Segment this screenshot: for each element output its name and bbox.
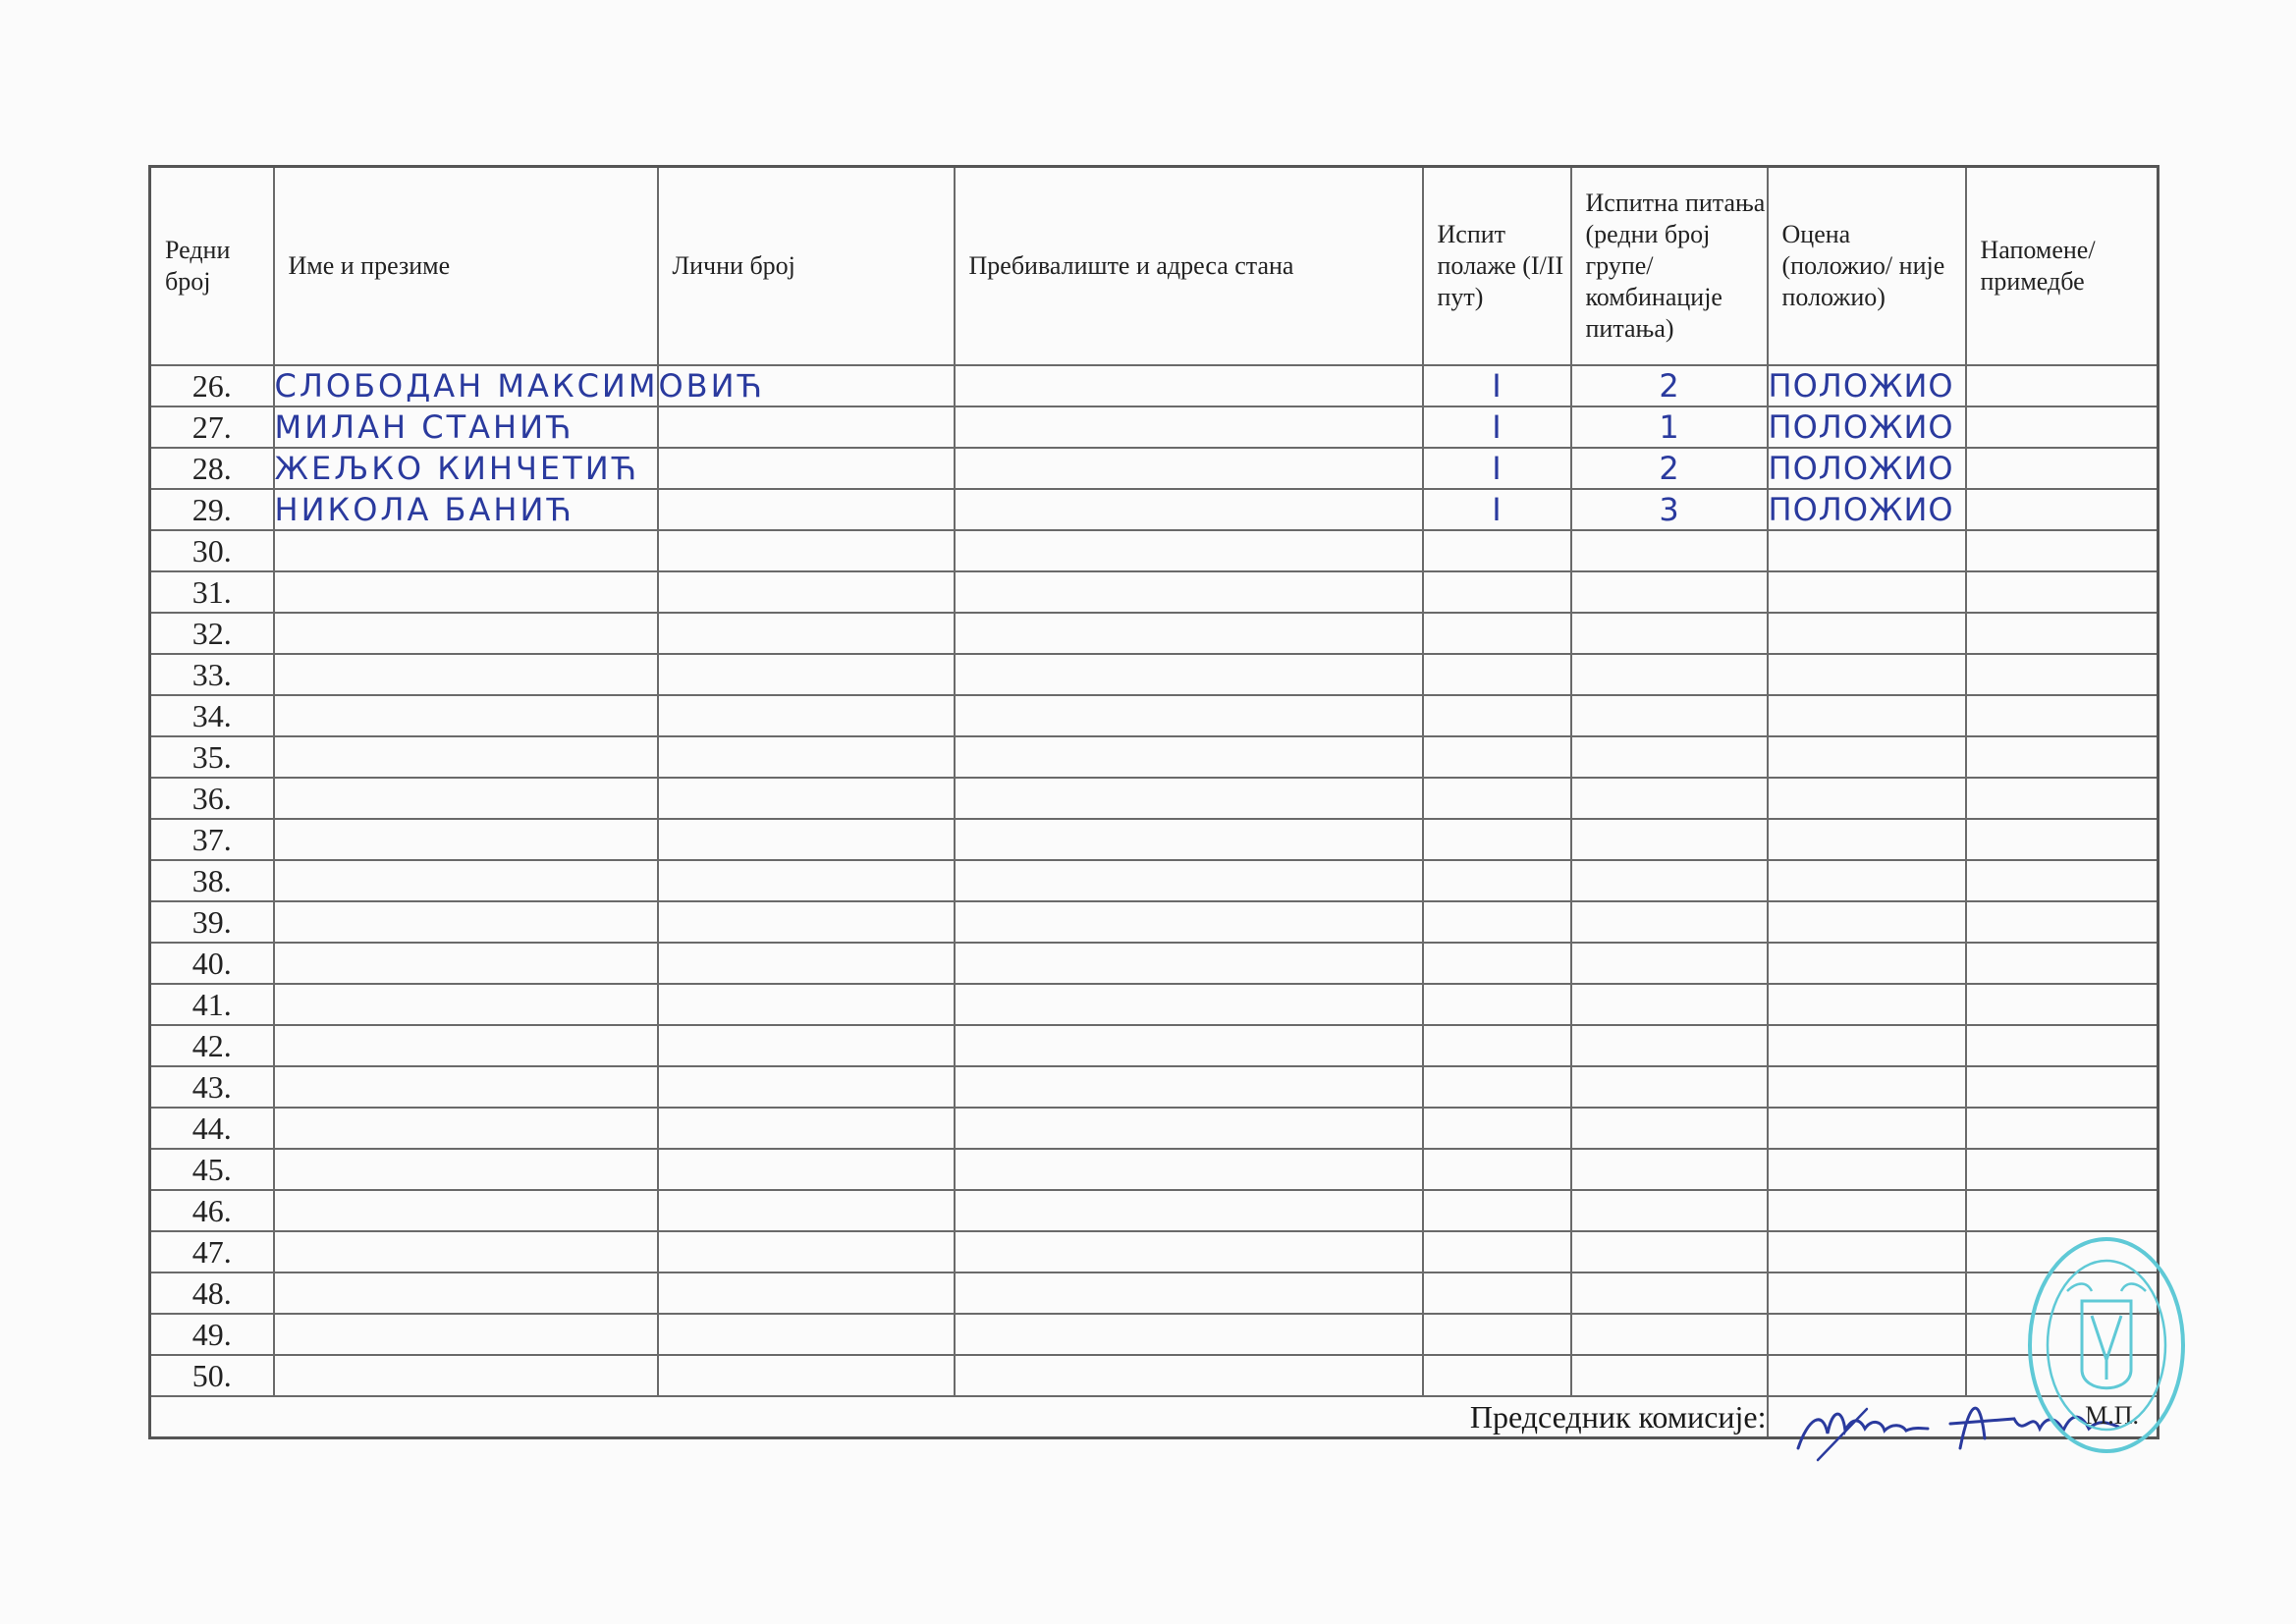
row-residence [955,1025,1423,1066]
row-number: 44. [150,1108,274,1149]
stamp-place-label: М.П. [2085,1401,2139,1430]
row-question-group [1571,654,1768,695]
row-attempt [1423,860,1571,901]
row-personal-id [658,1066,955,1108]
row-grade [1768,819,1966,860]
row-notes [1966,489,2159,530]
table-row [150,1231,2159,1272]
row-attempt [1423,778,1571,819]
table-row [150,1025,2159,1066]
row-attempt [1423,819,1571,860]
row-grade [1768,1272,1966,1314]
table-row [150,1314,2159,1355]
row-attempt [1423,901,1571,943]
row-residence [955,943,1423,984]
row-notes [1966,1108,2159,1149]
table-row [150,1066,2159,1108]
table-row [150,406,2159,448]
row-residence [955,365,1423,406]
row-question-group [1571,736,1768,778]
row-notes [1966,1066,2159,1108]
table-row [150,819,2159,860]
row-residence [955,860,1423,901]
row-attempt [1423,530,1571,571]
row-personal-id [658,489,955,530]
row-question-group [1571,819,1768,860]
table-row [150,778,2159,819]
row-personal-id [658,530,955,571]
row-residence [955,1108,1423,1149]
row-question-group [1571,1108,1768,1149]
row-personal-id [658,736,955,778]
row-name [274,654,658,695]
row-notes [1966,736,2159,778]
row-personal-id [658,1108,955,1149]
row-residence [955,1149,1423,1190]
header-residence: Пребивалиште и адреса стана [955,167,1423,366]
row-number: 35. [150,736,274,778]
row-attempt [1423,654,1571,695]
table-row [150,984,2159,1025]
row-grade [1768,1231,1966,1272]
row-residence [955,489,1423,530]
table-row [150,654,2159,695]
row-question-group: 3 [1571,489,1768,530]
row-attempt [1423,1025,1571,1066]
row-personal-id [658,1272,955,1314]
row-attempt [1423,1149,1571,1190]
row-question-group [1571,1190,1768,1231]
row-question-group [1571,613,1768,654]
row-attempt [1423,613,1571,654]
row-question-group [1571,1231,1768,1272]
row-question-group [1571,571,1768,613]
row-grade [1768,695,1966,736]
row-name: ЖЕЉКО КИНЧЕТИЋ [274,448,658,489]
president-label: Председник комисије: [150,1396,1768,1438]
row-grade [1768,1190,1966,1231]
row-grade [1768,1066,1966,1108]
row-number: 38. [150,860,274,901]
row-personal-id [658,778,955,819]
row-personal-id [658,819,955,860]
row-grade: ПОЛОЖИО [1768,448,1966,489]
row-personal-id [658,1231,955,1272]
table-row [150,489,2159,530]
header-notes: Напомене/ примедбе [1966,167,2159,366]
row-residence [955,984,1423,1025]
table-row [150,860,2159,901]
header-personal-id: Лични број [658,167,955,366]
row-name [274,1190,658,1231]
row-attempt: I [1423,406,1571,448]
row-residence [955,1314,1423,1355]
row-personal-id [658,695,955,736]
row-notes [1966,654,2159,695]
table-row [150,1272,2159,1314]
row-name [274,736,658,778]
row-number: 40. [150,943,274,984]
row-attempt [1423,984,1571,1025]
row-question-group [1571,901,1768,943]
row-question-group [1571,984,1768,1025]
row-notes [1966,984,2159,1025]
row-notes [1966,860,2159,901]
row-attempt [1423,1190,1571,1231]
row-name [274,860,658,901]
row-notes [1966,613,2159,654]
row-name [274,819,658,860]
row-question-group: 2 [1571,365,1768,406]
row-attempt: I [1423,489,1571,530]
row-name [274,571,658,613]
row-personal-id [658,1149,955,1190]
row-number: 45. [150,1149,274,1190]
row-question-group [1571,1314,1768,1355]
exam-record-table [148,165,2159,1439]
row-name [274,778,658,819]
row-notes [1966,448,2159,489]
row-notes [1966,406,2159,448]
row-grade [1768,1108,1966,1149]
row-residence [955,778,1423,819]
row-grade [1768,1149,1966,1190]
row-number: 29. [150,489,274,530]
row-residence [955,819,1423,860]
row-residence [955,1190,1423,1231]
row-question-group [1571,1355,1768,1396]
row-personal-id [658,613,955,654]
row-grade [1768,654,1966,695]
row-grade [1768,901,1966,943]
row-question-group [1571,1149,1768,1190]
table-row [150,1149,2159,1190]
row-attempt [1423,1272,1571,1314]
row-notes [1966,695,2159,736]
row-question-group [1571,943,1768,984]
row-question-group [1571,860,1768,901]
row-number: 37. [150,819,274,860]
row-notes [1966,819,2159,860]
row-number: 31. [150,571,274,613]
row-name [274,1272,658,1314]
row-question-group [1571,778,1768,819]
row-residence [955,1231,1423,1272]
row-personal-id [658,1025,955,1066]
row-name [274,901,658,943]
row-name [274,943,658,984]
table-row [150,1108,2159,1149]
row-number: 32. [150,613,274,654]
row-number: 34. [150,695,274,736]
row-personal-id [658,860,955,901]
row-name [274,984,658,1025]
row-number: 47. [150,1231,274,1272]
row-residence [955,571,1423,613]
row-personal-id [658,1314,955,1355]
table-row [150,901,2159,943]
row-name [274,1108,658,1149]
row-notes [1966,571,2159,613]
header-questions: Испитна питања (редни број групе/ комбинације питања) [1571,167,1768,366]
row-notes [1966,1149,2159,1190]
table-row [150,448,2159,489]
row-question-group [1571,1025,1768,1066]
row-name [274,1066,658,1108]
row-residence [955,448,1423,489]
table-row [150,1190,2159,1231]
row-personal-id [658,984,955,1025]
row-number: 50. [150,1355,274,1396]
row-question-group [1571,1272,1768,1314]
header-row-number: Редни број [150,167,274,366]
footer-row [150,1396,2159,1438]
row-grade [1768,778,1966,819]
row-notes [1966,943,2159,984]
row-question-group [1571,1066,1768,1108]
row-name: НИКОЛА БАНИЋ [274,489,658,530]
row-notes [1966,901,2159,943]
row-number: 41. [150,984,274,1025]
row-number: 42. [150,1025,274,1066]
row-number: 26. [150,365,274,406]
row-residence [955,1355,1423,1396]
row-number: 49. [150,1314,274,1355]
stamp-seal-icon [2023,1232,2190,1458]
row-question-group: 1 [1571,406,1768,448]
row-residence [955,406,1423,448]
row-personal-id [658,654,955,695]
row-number: 36. [150,778,274,819]
row-personal-id [658,943,955,984]
row-residence [955,901,1423,943]
row-grade [1768,571,1966,613]
row-attempt [1423,1108,1571,1149]
row-question-group [1571,530,1768,571]
row-name [274,530,658,571]
table-row [150,736,2159,778]
row-attempt [1423,1314,1571,1355]
row-residence [955,613,1423,654]
table-row [150,943,2159,984]
table-row [150,613,2159,654]
row-notes [1966,365,2159,406]
header-row [150,167,2159,366]
row-number: 39. [150,901,274,943]
row-grade: ПОЛОЖИО [1768,365,1966,406]
row-number: 33. [150,654,274,695]
row-attempt [1423,943,1571,984]
row-notes [1966,1190,2159,1231]
row-personal-id [658,571,955,613]
row-grade [1768,860,1966,901]
row-grade [1768,736,1966,778]
row-number: 46. [150,1190,274,1231]
row-grade [1768,1314,1966,1355]
row-attempt [1423,1066,1571,1108]
row-name: МИЛАН СТАНИЋ [274,406,658,448]
header-grade: Оцена (положио/ није положио) [1768,167,1966,366]
row-question-group [1571,695,1768,736]
row-attempt: I [1423,448,1571,489]
row-number: 43. [150,1066,274,1108]
row-personal-id [658,901,955,943]
table-row [150,695,2159,736]
row-residence [955,1272,1423,1314]
row-residence [955,654,1423,695]
row-attempt [1423,1355,1571,1396]
row-residence [955,1066,1423,1108]
table-body [150,365,2159,1396]
header-name: Име и презиме [274,167,658,366]
row-personal-id [658,1355,955,1396]
row-name: СЛОБОДАН МАКСИМОВИЋ [274,367,765,405]
row-name [274,613,658,654]
row-name [274,1025,658,1066]
row-personal-id [658,448,955,489]
row-attempt [1423,736,1571,778]
row-name [274,1149,658,1190]
row-grade [1768,984,1966,1025]
table-row [150,571,2159,613]
row-residence [955,736,1423,778]
row-attempt [1423,1231,1571,1272]
row-number: 30. [150,530,274,571]
row-grade [1768,1025,1966,1066]
row-number: 27. [150,406,274,448]
row-attempt [1423,695,1571,736]
row-name [274,695,658,736]
row-name [274,1355,658,1396]
row-name [274,1231,658,1272]
row-name [274,1314,658,1355]
row-number: 28. [150,448,274,489]
row-question-group: 2 [1571,448,1768,489]
row-residence [955,695,1423,736]
row-grade [1768,613,1966,654]
row-grade: ПОЛОЖИО [1768,406,1966,448]
row-attempt: I [1423,365,1571,406]
row-residence [955,530,1423,571]
table-row [150,365,2159,406]
row-grade [1768,530,1966,571]
row-notes [1966,1025,2159,1066]
table-row [150,530,2159,571]
row-notes [1966,530,2159,571]
row-personal-id [658,406,955,448]
row-personal-id [658,1190,955,1231]
row-attempt [1423,571,1571,613]
row-grade [1768,943,1966,984]
row-number: 48. [150,1272,274,1314]
row-notes [1966,778,2159,819]
row-grade: ПОЛОЖИО [1768,489,1966,530]
header-attempt: Испит полаже (I/II пут) [1423,167,1571,366]
